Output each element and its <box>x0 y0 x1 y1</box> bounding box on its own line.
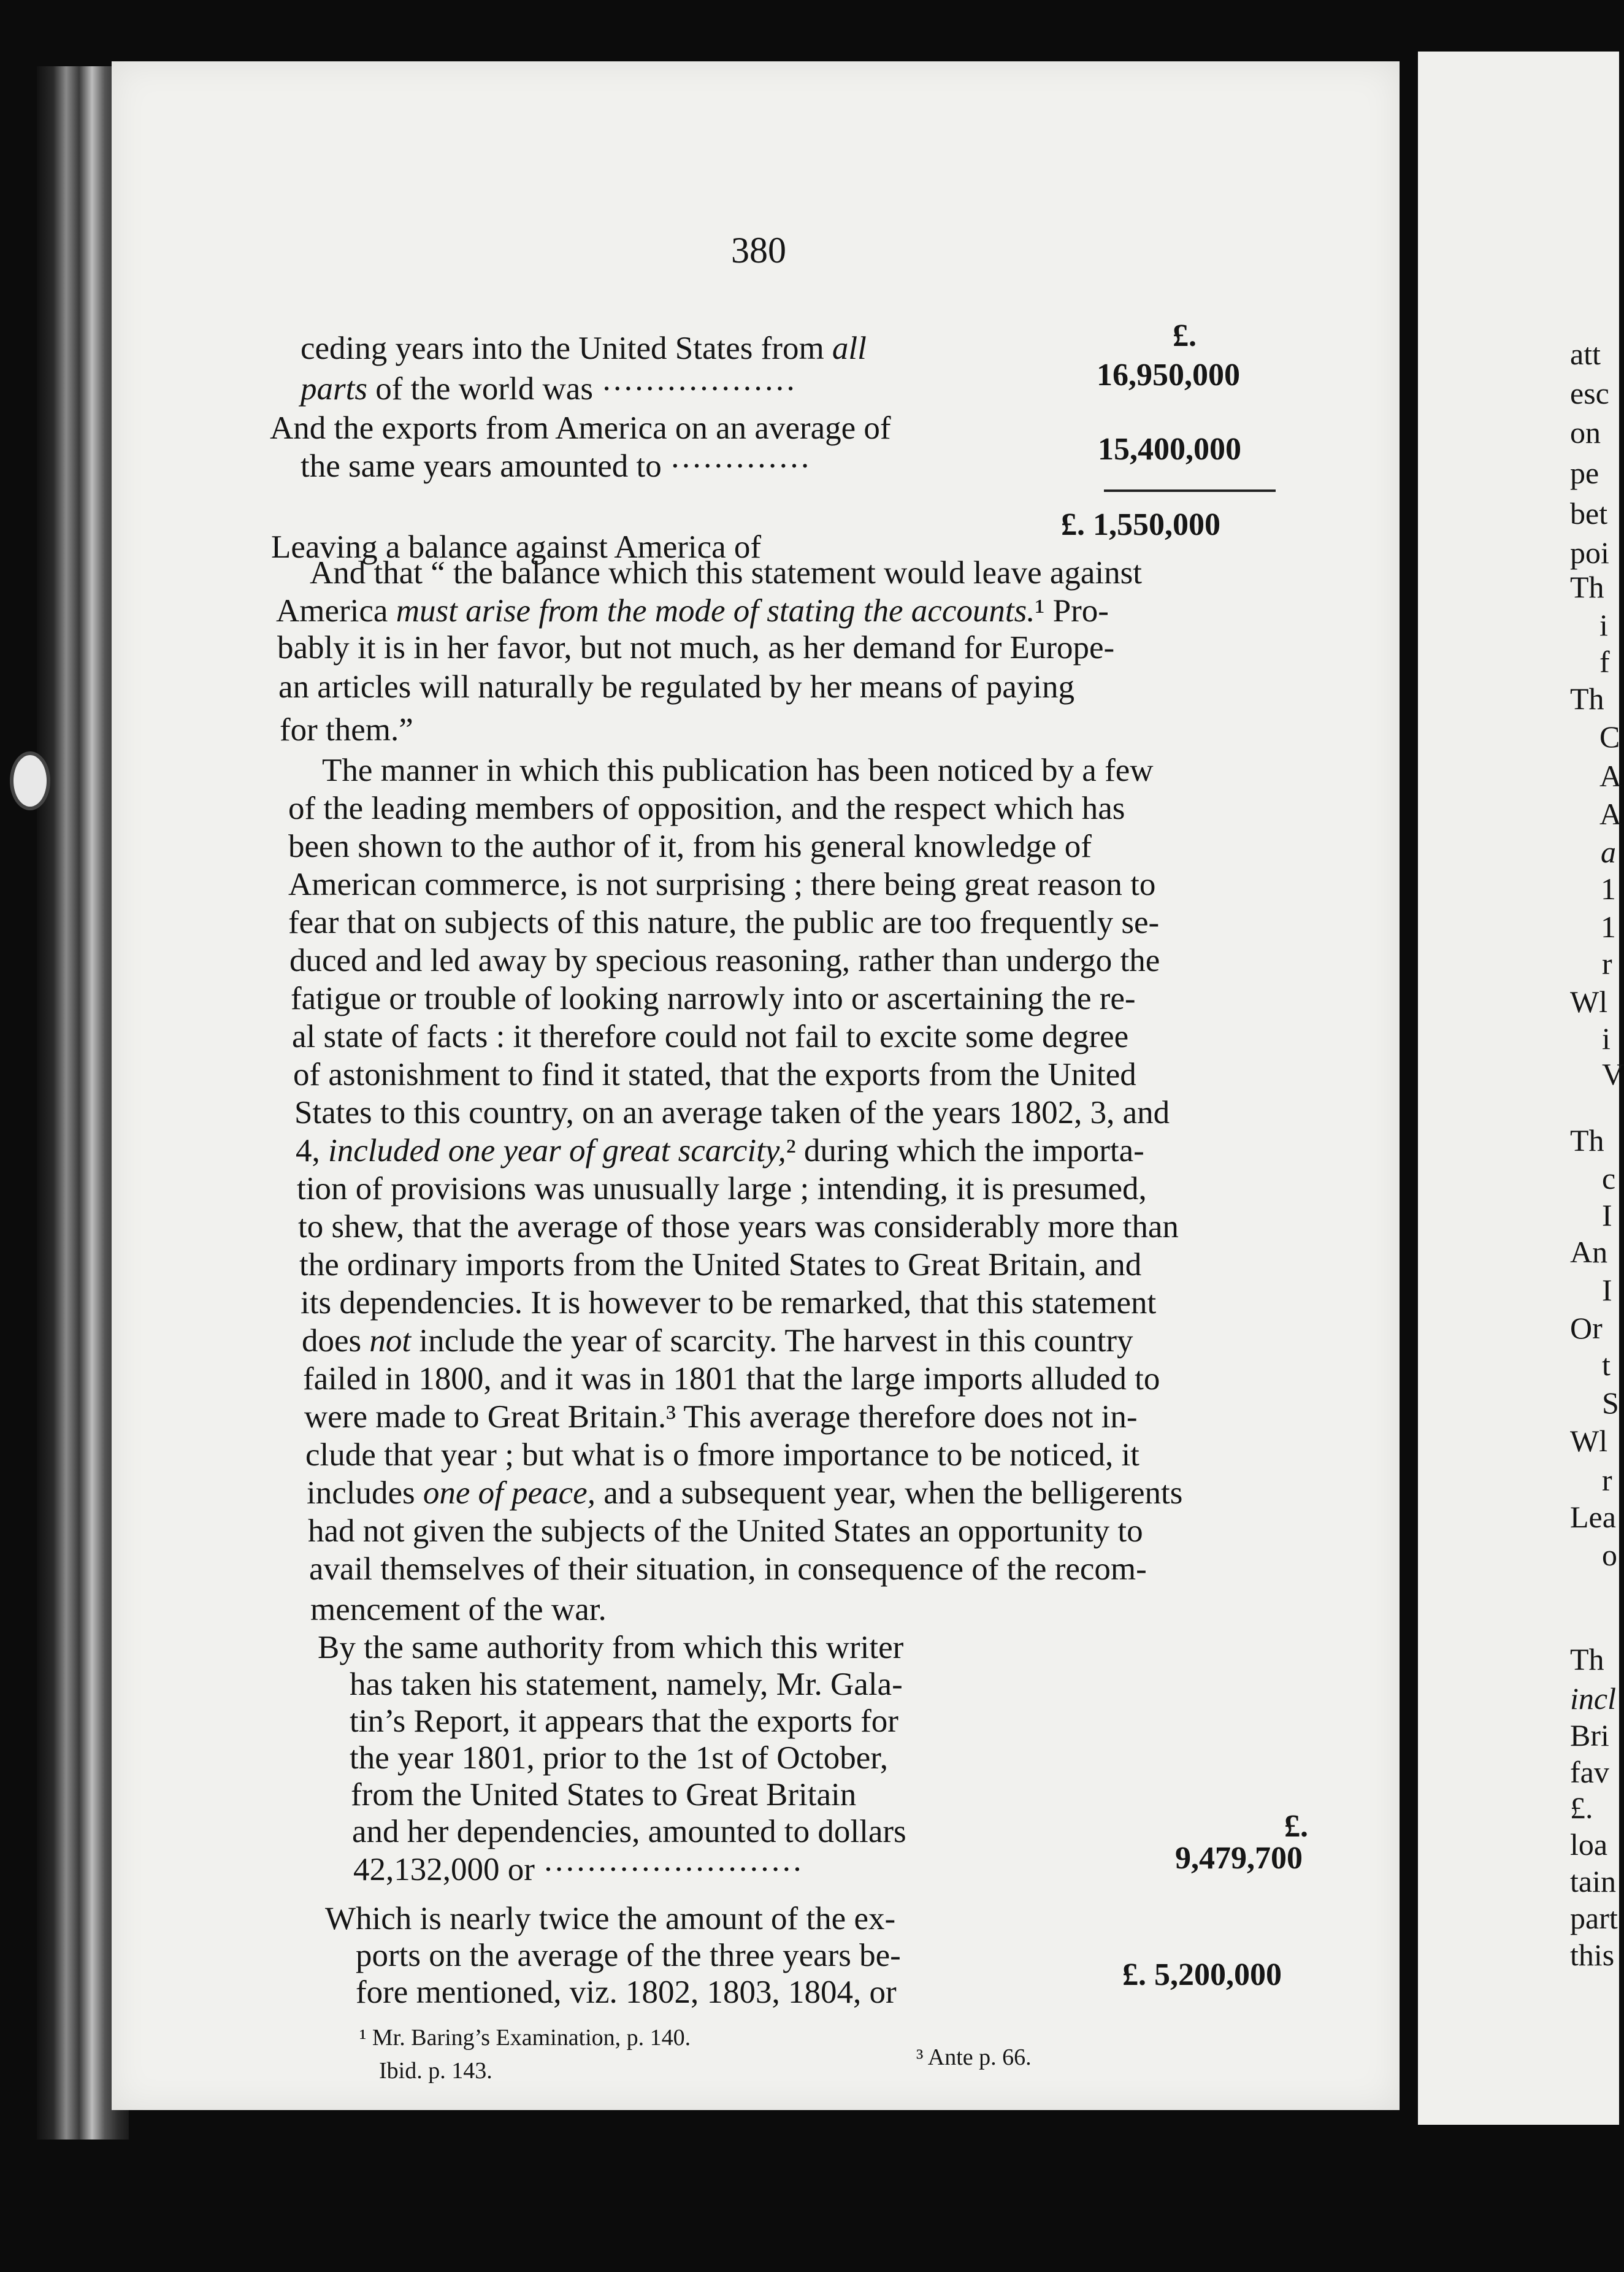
right-fragment: Wl <box>1570 984 1608 1019</box>
right-fragment: f <box>1599 645 1610 679</box>
right-fragment: I <box>1602 1273 1612 1307</box>
binding-clasp <box>10 751 50 810</box>
right-fragment: Wl <box>1570 1424 1608 1458</box>
table2-line: ports on the average of the three years be- <box>356 1938 901 1973</box>
text-line: to shew, that the average of those years was considerably more than <box>298 1209 1179 1245</box>
right-fragment: £. <box>1570 1790 1593 1825</box>
right-fragment: pe <box>1570 456 1599 490</box>
text-span: include the year of scarcity. The harvest in this country <box>419 1323 1133 1359</box>
table2-line: the year 1801, prior to the 1st of October, <box>350 1740 889 1776</box>
currency-header-2: £. <box>1284 1809 1308 1844</box>
table1-row1-value: 16,950,000 <box>1097 358 1240 393</box>
table2-line: fore mentioned, viz. 1802, 1803, 1804, or <box>356 1975 897 2010</box>
text-span: does <box>302 1323 362 1359</box>
text-span-italic: included one year of great scarcity, <box>328 1133 786 1169</box>
right-fragment: A <box>1599 797 1622 831</box>
right-fragment: on <box>1570 415 1601 450</box>
right-fragment: Th <box>1570 1123 1604 1157</box>
text-line <box>307 1475 1182 1511</box>
right-fragment: o <box>1602 1538 1617 1572</box>
right-fragment: fav <box>1570 1755 1609 1789</box>
text-line: The manner in which this publication has been noticed by a few <box>322 753 1154 788</box>
footnote-3: ³ Ante p. 66. <box>916 2044 1032 2070</box>
text-line: al state of facts : it therefore could not fail to excite some degree <box>292 1019 1129 1054</box>
table2-line <box>353 1851 803 1888</box>
right-fragment: esc <box>1570 376 1609 410</box>
text-line: the ordinary imports from the United States to Great Britain, and <box>299 1247 1142 1283</box>
table2-line: and her dependencies, amounted to dollars <box>352 1814 906 1849</box>
right-fragment: tain <box>1570 1864 1616 1898</box>
text-line: its dependencies. It is however to be remarked, that this statement <box>301 1285 1157 1321</box>
table2-line: tin’s Report, it appears that the exports for <box>350 1703 898 1739</box>
right-fragment: i <box>1599 608 1608 642</box>
right-fragment: r <box>1602 1463 1612 1497</box>
table1-row1-a: ceding years into the United States from <box>301 331 824 366</box>
table1-balance-label: Leaving a balance against America of <box>271 529 762 565</box>
table2-line: has taken his statement, namely, Mr. Gala- <box>350 1667 903 1702</box>
table1-row1-b-italic: parts <box>301 371 367 407</box>
right-fragment: a <box>1601 835 1616 869</box>
footnote-2: Ibid. p. 143. <box>379 2058 492 2084</box>
table1-row2-line2 <box>301 448 810 485</box>
text-line: fatigue or trouble of looking narrowly into or ascertaining the re- <box>291 981 1136 1016</box>
right-fragment: V <box>1602 1057 1624 1091</box>
text-span: and a subsequent year, when the belligerents <box>603 1475 1183 1511</box>
text-line <box>296 1132 1144 1169</box>
table2-line: from the United States to Great Britain <box>351 1777 857 1813</box>
table2-value1: 9,479,700 <box>1175 1841 1303 1876</box>
text-span: ¹ Pro- <box>1035 593 1109 629</box>
table2-value2: £. 5,200,000 <box>1122 1957 1282 1992</box>
leader-dots: ························ <box>543 1852 803 1887</box>
right-fragment: part <box>1570 1901 1618 1935</box>
table1-row1-line1 <box>301 330 867 367</box>
text-line: been shown to the author of it, from his general knowledge of <box>288 829 1092 864</box>
text-line: were made to Great Britain.³ This average therefore does not in- <box>304 1399 1138 1435</box>
text-line: American commerce, is not surprising ; there being great reason to <box>288 867 1156 902</box>
right-fragment: Lea <box>1570 1500 1616 1534</box>
right-fragment: loa <box>1570 1827 1608 1862</box>
text-line: avail themselves of their situation, in consequence of the recom- <box>309 1551 1147 1587</box>
currency-header: £. <box>1173 318 1197 353</box>
text-line: And that “ the balance which this statement would leave against <box>310 555 1142 591</box>
leader-dots: ············· <box>669 448 811 484</box>
text-line: of astonishment to find it stated, that the exports from the United <box>293 1057 1136 1092</box>
right-fragment: An <box>1570 1235 1608 1269</box>
right-fragment: S <box>1602 1386 1619 1420</box>
table2-line: By the same authority from which this writer <box>318 1630 904 1665</box>
right-fragment: C <box>1599 720 1620 754</box>
table1-balance-value: £. 1,550,000 <box>1061 507 1220 542</box>
leader-dots: ·················· <box>601 371 796 407</box>
text-line: fear that on subjects of this nature, the public are too frequently se- <box>288 905 1160 940</box>
text-line: bably it is in her favor, but not much, as her demand for Europe- <box>277 630 1115 666</box>
right-fragment: 1 <box>1601 910 1616 944</box>
text-line: States to this country, on an average taken of the years 1802, 3, and <box>294 1095 1170 1130</box>
right-fragment: Th <box>1570 681 1604 716</box>
right-fragment: I <box>1602 1198 1612 1232</box>
right-fragment: 1 <box>1601 872 1616 906</box>
text-span: includes <box>307 1475 415 1511</box>
right-fragment: this <box>1570 1938 1615 1972</box>
right-fragment: Th <box>1570 570 1604 604</box>
sum-rule <box>1104 489 1276 492</box>
right-fragment: c <box>1602 1161 1616 1195</box>
right-fragment: bet <box>1570 496 1608 531</box>
right-fragment: A <box>1599 759 1622 793</box>
text-span: ² during which the importa- <box>786 1133 1144 1169</box>
table1-row1-line2 <box>301 370 796 407</box>
text-line: of the leading members of opposition, and the respect which has <box>288 791 1125 826</box>
table2-line: Which is nearly twice the amount of the ex- <box>325 1901 896 1936</box>
text-span-italic: one of peace, <box>423 1475 596 1511</box>
table1-row1-a-italic: all <box>832 331 867 366</box>
right-fragment: t <box>1602 1348 1611 1382</box>
text-line: had not given the subjects of the United States an opportunity to <box>308 1513 1143 1549</box>
page-number: 380 <box>731 230 786 271</box>
right-fragment: Th <box>1570 1642 1604 1676</box>
table2-r7: 42,132,000 or <box>353 1852 535 1887</box>
right-fragment: r <box>1602 946 1612 981</box>
right-fragment: Or <box>1570 1311 1603 1345</box>
text-line: failed in 1800, and it was in 1801 that the large imports alluded to <box>303 1361 1160 1397</box>
right-fragment: i <box>1602 1021 1611 1056</box>
text-line: for them.” <box>280 712 413 748</box>
page-gutter <box>1400 52 1418 2125</box>
right-fragment: poi <box>1570 535 1609 570</box>
text-span-italic: not <box>369 1323 412 1359</box>
right-fragment: att <box>1570 337 1601 371</box>
text-span: 4, <box>296 1133 320 1169</box>
footnote-1: ¹ Mr. Baring’s Examination, p. 140. <box>359 2025 691 2051</box>
text-line: tion of provisions was unusually large ; intending, it is presumed, <box>297 1171 1147 1207</box>
right-fragment: incl <box>1570 1681 1616 1716</box>
table1-row2-b: the same years amounted to <box>301 448 662 484</box>
text-line: duced and led away by specious reasoning, rather than undergo the <box>289 943 1160 978</box>
text-span: America <box>276 593 388 629</box>
text-line <box>276 593 1109 629</box>
right-fragment: Bri <box>1570 1718 1609 1752</box>
table1-row1-b: of the world was <box>375 371 593 407</box>
text-line: mencement of the war. <box>310 1592 607 1627</box>
table1-row2-value: 15,400,000 <box>1098 432 1241 467</box>
text-line: clude that year ; but what is o fmore importance to be noticed, it <box>305 1437 1139 1473</box>
table1-row2-line1: And the exports from America on an average of <box>270 410 891 446</box>
text-span-italic: must arise from the mode of stating the accounts. <box>396 593 1035 629</box>
text-line: an articles will naturally be regulated by her means of paying <box>278 669 1075 705</box>
text-line <box>302 1322 1133 1359</box>
